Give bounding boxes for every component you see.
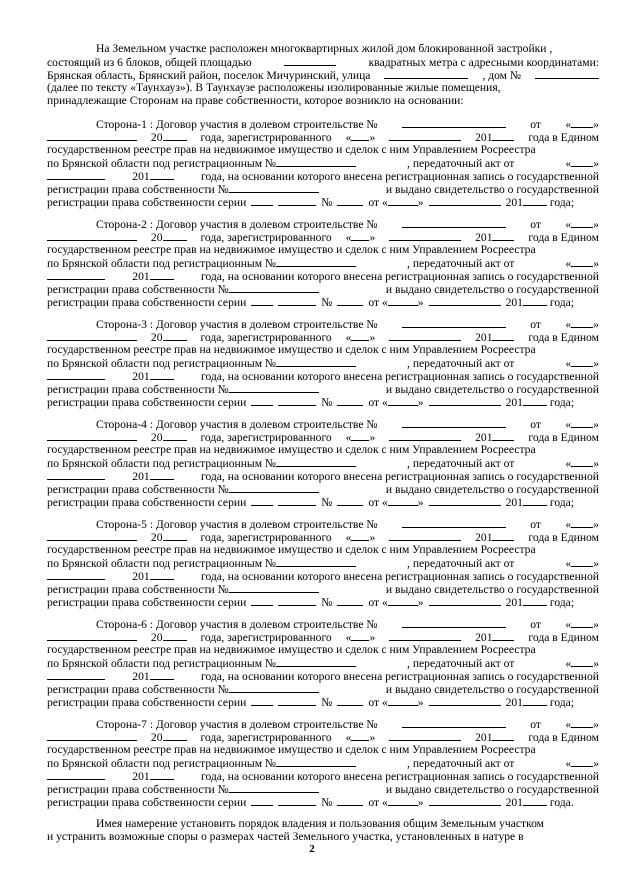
year-blank[interactable] [163,230,187,241]
series-number-blank[interactable] [278,395,316,406]
party-line-4: по Брянской области под регистрационным № , передаточный акт от « » [47,757,599,770]
party-line-3: государственном реестре прав на недвижимое имущество и сделок с ним Управлением Росреестра [47,343,536,356]
year-blank[interactable] [163,330,187,341]
party-line-7: регистрации права собственности серии № от « » 201 года; [47,696,575,709]
reg-month-blank[interactable] [389,130,461,141]
party-line-6: регистрации права собственности № и выдано свидетельство о государственной [47,683,599,696]
year-blank[interactable] [163,530,187,541]
act-month-blank[interactable] [47,569,105,580]
cert-day-blank[interactable] [388,295,418,306]
party-line-6: регистрации права собственности № и выдано свидетельство о государственной [47,183,599,196]
day-blank[interactable] [571,417,593,428]
party-line-5: 201 года, на основании которого внесена регистрационная запись о государственной [47,469,599,483]
series-number-blank[interactable] [278,695,316,706]
area-blank[interactable] [284,55,336,66]
intro-line-3: Брянская область, Брянский район, поселок Мичуринский, улица , дом № [47,68,599,82]
party-label: Сторона-5 : Договор участия в долевом строительстве № [96,518,378,531]
party-line-1: Сторона-5 : Договор участия в долевом строительстве № от « » [96,518,599,531]
party-line-6: регистрации права собственности № и выдано свидетельство о государственной [47,583,599,596]
party-line-6: регистрации права собственности № и выдано свидетельство о государственной [47,283,599,296]
month-blank[interactable] [47,230,137,241]
act-day-blank[interactable] [571,156,593,167]
cert-month-blank[interactable] [429,595,501,606]
act-month-blank[interactable] [47,769,105,780]
reg-year-blank[interactable] [492,730,514,741]
closing-line-1: Имея намерение установить порядок владения и пользования общим Земельным участком [96,817,545,830]
series-number-blank[interactable] [278,495,316,506]
party-line-3: государственном реестре прав на недвижимое имущество и сделок с ним Управлением Росреестра [47,543,536,556]
cert-day-blank[interactable] [388,595,418,606]
party-line-7: регистрации права собственности серии № от « » 201 года; [47,596,575,609]
day-blank[interactable] [571,717,593,728]
cert-year-blank[interactable] [523,795,547,806]
act-day-blank[interactable] [571,756,593,767]
act-day-blank[interactable] [571,256,593,267]
reg-year-blank[interactable] [492,130,514,141]
party-line-2: 20 года, зарегистрированного « » 201 года в Едином [47,630,599,644]
act-year-blank[interactable] [150,469,174,480]
party-line-1: Сторона-7 : Договор участия в долевом строительстве № от « » [96,718,599,731]
intro-line-2: состоящий из 6 блоков, общей площадью квадратных метра с адресными координатами: [47,56,599,69]
year-blank[interactable] [163,730,187,741]
act-month-blank[interactable] [47,269,105,280]
party-line-2: 20 года, зарегистрированного « » 201 года в Едином [47,530,599,544]
party-line-5: 201 года, на основании которого внесена регистрационная запись о государственной [47,669,599,683]
closing-line-2: и устранить возможные споры о размерах частей Земельного участка, установленных в натуре в [47,830,524,843]
act-month-blank[interactable] [47,169,105,180]
party-line-5: 201 года, на основании которого внесена регистрационная запись о государственной [47,269,599,283]
cert-number-blank[interactable] [337,595,363,606]
intro-line-4: (далее по тексту «Таунхауз»). В Таунхаузе расположены изолированные жилые помещения, [47,81,501,94]
cert-month-blank[interactable] [429,295,501,306]
party-line-1: Сторона-6 : Договор участия в долевом строительстве № от « » [96,618,599,631]
cert-day-blank[interactable] [388,495,418,506]
party-line-2: 20 года, зарегистрированного « » 201 года в Едином [47,330,599,344]
party-line-3: государственном реестре прав на недвижимое имущество и сделок с ним Управлением Росреестра [47,443,536,456]
party-line-3: государственном реестре прав на недвижимое имущество и сделок с ним Управлением Росреестра [47,643,536,656]
act-year-blank[interactable] [150,169,174,180]
street-blank[interactable] [384,68,468,79]
day-blank[interactable] [571,117,593,128]
month-blank[interactable] [47,430,137,441]
party-line-7: регистрации права собственности серии № от « » 201 года; [47,496,575,509]
contract-number-blank[interactable] [402,717,506,728]
reg-day-blank[interactable] [351,130,369,141]
party-line-3: государственном реестре прав на недвижимое имущество и сделок с ним Управлением Росреестра [47,243,536,256]
party-line-6: регистрации права собственности № и выдано свидетельство о государственной [47,483,599,496]
reg-year-blank[interactable] [492,230,514,241]
reg-month-blank[interactable] [389,230,461,241]
contract-number-blank[interactable] [402,217,506,228]
contract-number-blank[interactable] [402,417,506,428]
party-label: Сторона-6 : Договор участия в долевом строительстве № [96,618,378,631]
cert-number-blank[interactable] [337,495,363,506]
cert-number-blank[interactable] [337,295,363,306]
series-number-blank[interactable] [278,595,316,606]
act-day-blank[interactable] [571,656,593,667]
year-blank[interactable] [163,130,187,141]
record-number-blank[interactable] [229,582,319,593]
reg-year-blank[interactable] [492,330,514,341]
act-month-blank[interactable] [47,469,105,480]
party-line-5: 201 года, на основании которого внесена регистрационная запись о государственной [47,369,599,383]
reg-day-blank[interactable] [351,730,369,741]
reg-day-blank[interactable] [351,430,369,441]
cert-day-blank[interactable] [388,195,418,206]
party-line-3: государственном реестре прав на недвижимое имущество и сделок с ним Управлением Росреестра [47,743,536,756]
year-blank[interactable] [163,630,187,641]
series-blank[interactable] [251,595,273,606]
page-number: 2 [309,843,315,855]
cert-month-blank[interactable] [429,395,501,406]
reg-number-blank[interactable] [276,456,356,467]
act-year-blank[interactable] [150,569,174,580]
party-label: Сторона-3 : Договор участия в долевом строительстве № [96,318,378,331]
contract-number-blank[interactable] [402,517,506,528]
act-day-blank[interactable] [571,556,593,567]
record-number-blank[interactable] [229,182,319,193]
series-blank[interactable] [251,795,273,806]
series-blank[interactable] [251,295,273,306]
record-number-blank[interactable] [229,482,319,493]
intro-line-1: На Земельном участке расположен многоквартирных жилой дом блокированной застройки , [96,42,553,55]
intro-line-5: принадлежащие Сторонам на праве собственности, которое возникло на основании: [47,94,464,107]
year-blank[interactable] [163,430,187,441]
record-number-blank[interactable] [229,682,319,693]
record-number-blank[interactable] [229,282,319,293]
cert-month-blank[interactable] [429,195,501,206]
reg-year-blank[interactable] [492,530,514,541]
act-day-blank[interactable] [571,356,593,367]
reg-month-blank[interactable] [389,330,461,341]
cert-day-blank[interactable] [388,695,418,706]
party-label: Сторона-2 : Договор участия в долевом строительстве № [96,218,378,231]
party-line-3: государственном реестре прав на недвижимое имущество и сделок с ним Управлением Росреестра [47,143,536,156]
series-number-blank[interactable] [278,195,316,206]
party-line-4: по Брянской области под регистрационным № , передаточный акт от « » [47,157,599,170]
reg-number-blank[interactable] [276,556,356,567]
reg-month-blank[interactable] [389,630,461,641]
party-line-5: 201 года, на основании которого внесена регистрационная запись о государственной [47,569,599,583]
series-number-blank[interactable] [278,295,316,306]
cert-day-blank[interactable] [388,395,418,406]
cert-number-blank[interactable] [337,195,363,206]
party-line-4: по Брянской области под регистрационным № , передаточный акт от « » [47,657,599,670]
party-line-7: регистрации права собственности серии № от « » 201 года; [47,396,575,409]
reg-year-blank[interactable] [492,630,514,641]
series-blank[interactable] [251,395,273,406]
month-blank[interactable] [47,530,137,541]
party-label: Сторона-4 : Договор участия в долевом строительстве № [96,418,378,431]
cert-year-blank[interactable] [523,495,547,506]
party-line-5: 201 года, на основании которого внесена регистрационная запись о государственной [47,169,599,183]
act-day-blank[interactable] [571,456,593,467]
party-line-4: по Брянской области под регистрационным № , передаточный акт от « » [47,457,599,470]
day-blank[interactable] [571,317,593,328]
series-number-blank[interactable] [278,795,316,806]
cert-month-blank[interactable] [429,795,501,806]
party-line-1: Сторона-3 : Договор участия в долевом строительстве № от « » [96,318,599,331]
contract-number-blank[interactable] [402,617,506,628]
month-blank[interactable] [47,130,137,141]
act-year-blank[interactable] [150,269,174,280]
party-line-1: Сторона-2 : Договор участия в долевом строительстве № от « » [96,218,599,231]
reg-number-blank[interactable] [276,756,356,767]
act-month-blank[interactable] [47,669,105,680]
cert-number-blank[interactable] [337,795,363,806]
party-line-1: Сторона-1 : Договор участия в долевом строительстве № от « » [96,118,599,131]
reg-day-blank[interactable] [351,530,369,541]
reg-number-blank[interactable] [276,256,356,267]
reg-day-blank[interactable] [351,630,369,641]
party-line-2: 20 года, зарегистрированного « » 201 года в Едином [47,230,599,244]
reg-month-blank[interactable] [389,530,461,541]
record-number-blank[interactable] [229,382,319,393]
cert-year-blank[interactable] [523,295,547,306]
act-year-blank[interactable] [150,769,174,780]
reg-month-blank[interactable] [389,430,461,441]
cert-month-blank[interactable] [429,495,501,506]
party-line-7: регистрации права собственности серии № от « » 201 года; [47,296,575,309]
party-line-5: 201 года, на основании которого внесена регистрационная запись о государственной [47,769,599,783]
reg-month-blank[interactable] [389,730,461,741]
series-blank[interactable] [251,695,273,706]
contract-number-blank[interactable] [402,317,506,328]
record-number-blank[interactable] [229,782,319,793]
party-line-6: регистрации права собственности № и выдано свидетельство о государственной [47,383,599,396]
party-line-7: регистрации права собственности серии № от « » 201 года; [47,196,575,209]
reg-day-blank[interactable] [351,230,369,241]
cert-year-blank[interactable] [523,695,547,706]
cert-number-blank[interactable] [337,695,363,706]
party-line-4: по Брянской области под регистрационным № , передаточный акт от « » [47,557,599,570]
act-year-blank[interactable] [150,369,174,380]
reg-number-blank[interactable] [276,656,356,667]
month-blank[interactable] [47,730,137,741]
cert-month-blank[interactable] [429,695,501,706]
reg-number-blank[interactable] [276,156,356,167]
party-label: Сторона-1 : Договор участия в долевом строительстве № [96,118,378,131]
party-line-2: 20 года, зарегистрированного « » 201 года в Едином [47,730,599,744]
reg-day-blank[interactable] [351,330,369,341]
day-blank[interactable] [571,217,593,228]
act-month-blank[interactable] [47,369,105,380]
party-line-2: 20 года, зарегистрированного « » 201 года в Едином [47,430,599,444]
month-blank[interactable] [47,630,137,641]
series-blank[interactable] [251,195,273,206]
cert-day-blank[interactable] [388,795,418,806]
party-line-4: по Брянской области под регистрационным № , передаточный акт от « » [47,357,599,370]
party-line-2: 20 года, зарегистрированного « » 201 года в Едином [47,130,599,144]
cert-year-blank[interactable] [523,595,547,606]
act-year-blank[interactable] [150,669,174,680]
party-line-6: регистрации права собственности № и выдано свидетельство о государственной [47,783,599,796]
reg-number-blank[interactable] [276,356,356,367]
day-blank[interactable] [571,517,593,528]
series-blank[interactable] [251,495,273,506]
cert-year-blank[interactable] [523,395,547,406]
contract-number-blank[interactable] [402,117,506,128]
day-blank[interactable] [571,617,593,628]
party-line-4: по Брянской области под регистрационным № , передаточный акт от « » [47,257,599,270]
party-line-7: регистрации права собственности серии № от « » 201 года. [47,796,574,809]
party-line-1: Сторона-4 : Договор участия в долевом строительстве № от « » [96,418,599,431]
cert-year-blank[interactable] [523,195,547,206]
party-label: Сторона-7 : Договор участия в долевом строительстве № [96,718,378,731]
reg-year-blank[interactable] [492,430,514,441]
cert-number-blank[interactable] [337,395,363,406]
month-blank[interactable] [47,330,137,341]
house-number-blank[interactable] [535,68,599,79]
